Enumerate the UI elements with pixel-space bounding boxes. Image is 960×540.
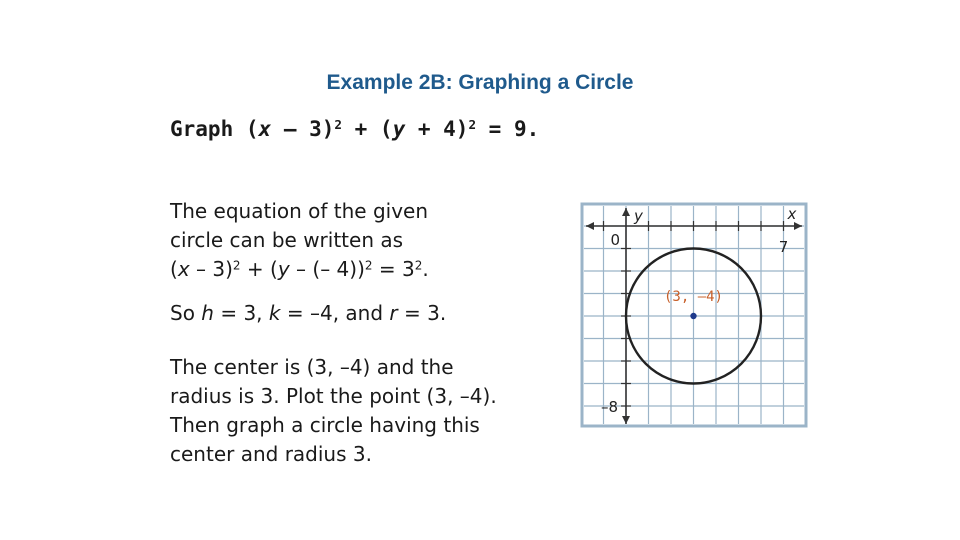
var-h: h	[201, 301, 214, 325]
text-line: The center is (3, –4) and the	[170, 355, 454, 379]
circle-graph	[578, 200, 810, 430]
problem-suffix: = 9.	[476, 117, 540, 141]
exponent: 2	[334, 117, 342, 133]
eq-part: .	[422, 257, 429, 281]
text-line: Then graph a circle having this	[170, 413, 480, 437]
text-line: radius is 3. Plot the point (3, –4).	[170, 384, 497, 408]
center-point-label: (3, –4)	[663, 289, 724, 305]
var-x: x	[177, 257, 190, 281]
exponent: 2	[364, 258, 373, 273]
equation-paragraph	[170, 197, 429, 284]
instructions-paragraph	[170, 353, 497, 469]
text-line: The equation of the given	[170, 199, 429, 223]
var-y: y	[392, 117, 406, 141]
text-part: = –4, and	[280, 301, 390, 325]
text-line	[170, 299, 446, 328]
x-tick-label: 7	[778, 238, 789, 256]
exponent: 2	[414, 258, 423, 273]
var-k: k	[268, 301, 281, 325]
eq-part: – (– 4))	[289, 257, 365, 281]
exponent: 2	[468, 117, 477, 133]
var-y: y	[277, 257, 290, 281]
problem-mid2: + (	[341, 117, 393, 141]
problem-prefix: Graph (	[170, 117, 259, 141]
var-r: r	[389, 301, 398, 325]
text-part: So	[170, 301, 202, 325]
center-point	[690, 313, 696, 319]
y-axis-label: y	[634, 207, 643, 225]
text-line: center and radius 3.	[170, 442, 372, 466]
text-part: = 3,	[213, 301, 269, 325]
eq-part: + (	[240, 257, 278, 281]
rewritten-equation	[170, 255, 429, 284]
x-axis-label: x	[787, 205, 797, 223]
text-part: = 3.	[397, 301, 447, 325]
problem-statement	[170, 117, 539, 141]
eq-part: – 3)	[189, 257, 233, 281]
hkr-paragraph	[170, 299, 446, 328]
eq-part: (	[170, 257, 178, 281]
problem-mid1: – 3)	[271, 117, 335, 141]
y-tick-label: –8	[600, 398, 618, 416]
text-line: circle can be written as	[170, 228, 404, 252]
var-x: x	[258, 117, 272, 141]
origin-tick-label: 0	[610, 231, 620, 249]
exponent: 2	[232, 258, 241, 273]
slide-title: Example 2B: Graphing a Circle	[326, 71, 634, 94]
problem-mid3: + 4)	[405, 117, 469, 141]
eq-part: = 3	[372, 257, 415, 281]
